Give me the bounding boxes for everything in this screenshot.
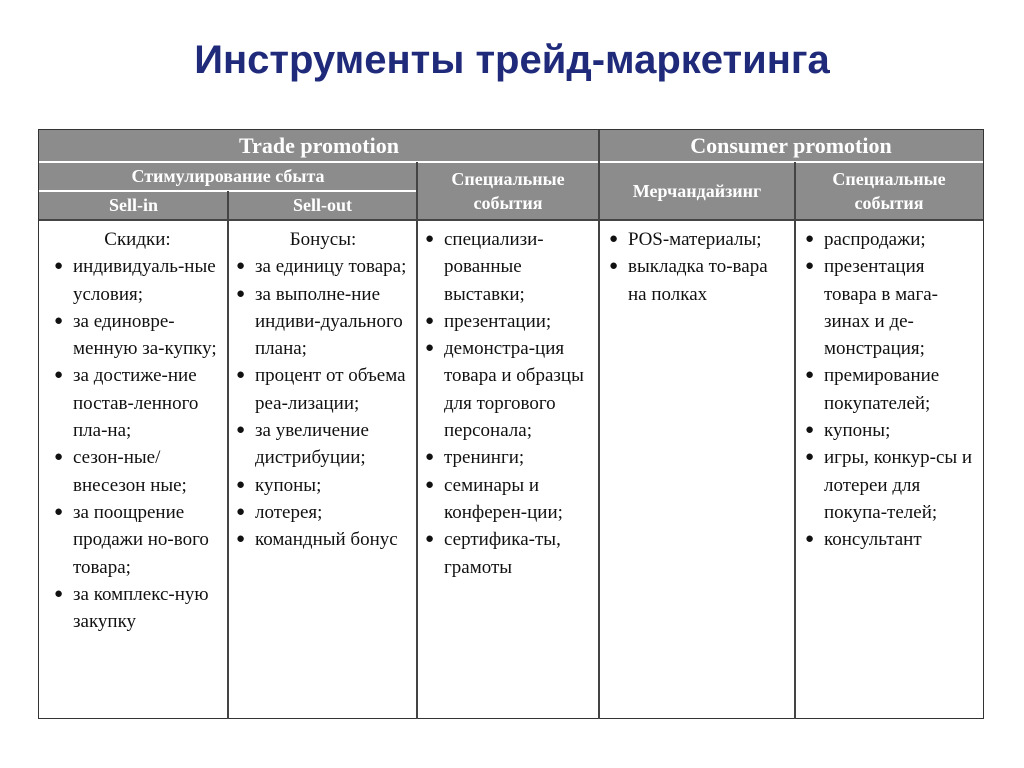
col5-item: ● премирование покупателей; [804,362,979,417]
col4-item: ● POS-материалы; [608,226,790,253]
col4-item: ● выкладка то-вара на полках [608,253,790,308]
col3-item: ● сертифика-ты, грамоты [424,526,594,581]
bullet-icon: ● [805,258,815,275]
bullet-icon: ● [805,231,815,247]
col5-item: ● презентация товара в мага-зинах и де-монстрация; [804,253,979,362]
bullet-icon: ● [236,422,246,439]
col3-item: ● презентации; [424,308,594,335]
col2-item: ● командный бонус [235,526,411,553]
page-title: Инструменты трейд-маркетинга [194,38,830,82]
col3-item: ● семинары и конферен-ции; [424,472,594,527]
col2-item: ● за единицу товара; [235,253,411,280]
bullet-icon: ● [236,258,246,275]
header-special-events-consumer: Специальные события [795,162,983,220]
bullet-icon: ● [425,476,435,493]
bullet-icon: ● [805,367,815,384]
bullet-icon: ● [236,476,246,493]
header-trade-promotion: Trade promotion [39,130,599,162]
col1-heading: Скидки: [104,229,171,250]
header-merchandising: Мерчандайзинг [599,162,795,220]
bullet-icon: ● [425,231,435,247]
bullet-icon: ● [805,449,815,466]
col1-item: ● за поощрение продажи но-вого товара; [53,499,222,581]
col-sell-out [229,226,415,554]
col5-item: ● распродажи; [804,226,979,253]
bullet-icon: ● [236,285,246,302]
bullet-icon: ● [54,312,64,329]
bullet-icon: ● [236,531,246,548]
col2-item: ● за увеличение дистрибуции; [235,417,411,472]
col1-item: ● за достиже-ние постав-ленного пла-на; [53,362,222,444]
col-special-events-consumer [796,226,983,554]
col1-item: ● за комплекс-ную закупку [53,581,222,636]
col2-heading: Бонусы: [289,229,357,250]
bullet-icon: ● [425,449,435,466]
col1-item: ● за единовре-менную за-купку; [53,308,222,363]
bullet-icon: ● [54,503,64,520]
bullet-icon: ● [425,340,435,357]
header-bottom-line [39,219,983,221]
bullet-icon: ● [609,258,619,275]
bullet-icon: ● [425,312,435,329]
col1-item: ● индивидуаль-ные условия; [53,253,222,308]
trade-marketing-table [38,129,984,719]
col3-item: ● тренинги; [424,444,594,471]
bullet-icon: ● [425,531,435,548]
header-stimulation-sales: Стимулирование сбыта [39,162,417,191]
col-special-events-trade [418,226,598,581]
bullet-icon: ● [54,585,64,602]
bullet-icon: ● [54,367,64,384]
col5-item: ● консультант [804,526,979,553]
header-consumer-promotion: Consumer promotion [599,130,983,162]
col1-item: ● сезон-ные/внесезон ные; [53,444,222,499]
col5-item: ● игры, конкур-сы и лотереи для покупа-телей; [804,444,979,526]
header-sell-in: Sell-in [39,191,228,220]
bullet-icon: ● [609,231,619,247]
header-special-events-trade: Специальные события [417,162,599,220]
bullet-icon: ● [236,503,246,520]
bullet-icon: ● [236,367,246,384]
bullet-icon: ● [805,422,815,439]
col2-item: ● лотерея; [235,499,411,526]
col5-item: ● купоны; [804,417,979,444]
col3-item: ● специализи-рованные выставки; [424,226,594,308]
col3-item: ● демонстра-ция товара и образцы для торгового персонала; [424,335,594,444]
col-sell-in [41,226,226,635]
bullet-icon: ● [54,258,64,275]
col-merchandising [600,226,794,308]
col2-item: ● за выполне-ние индиви-дуального плана; [235,281,411,363]
col2-item: ● процент от объема реа-лизации; [235,362,411,417]
bullet-icon: ● [805,531,815,548]
bullet-icon: ● [54,449,64,466]
header-sell-out: Sell-out [228,191,417,220]
col2-item: ● купоны; [235,472,411,499]
header-divider-row1 [39,161,983,163]
